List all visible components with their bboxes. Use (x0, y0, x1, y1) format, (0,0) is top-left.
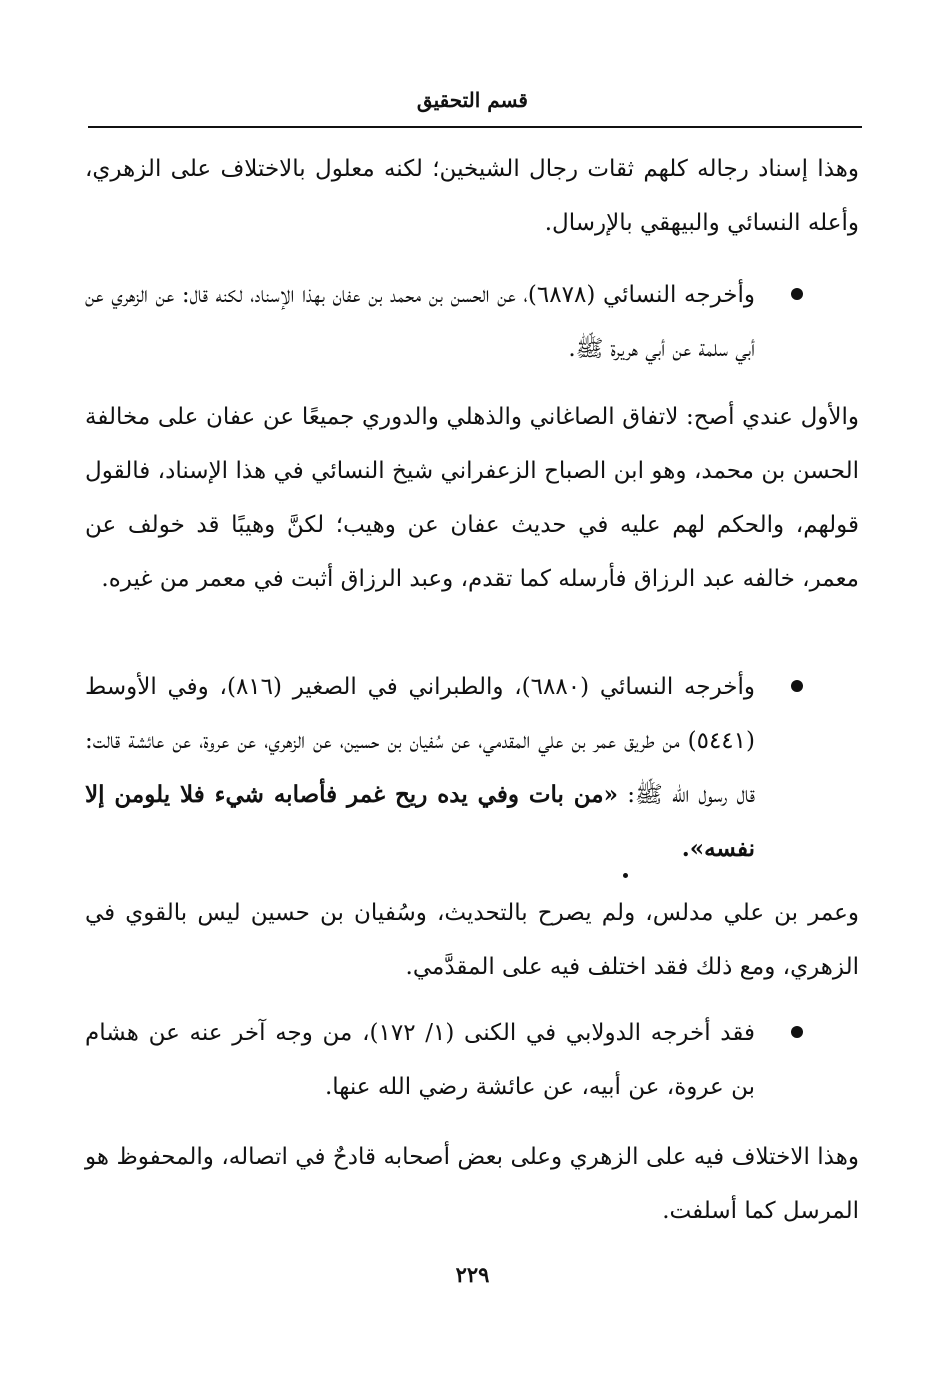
page-header (88, 86, 862, 128)
bullet-icon (791, 680, 803, 692)
bullet-item-3 (85, 1006, 859, 1114)
paragraph-4: وهذا الاختلاف فيه على الزهري وعلى بعض أصحابه قادحٌ في اتصاله، والمحفوظ هو المرسل كما أسلفت. (85, 1144, 859, 1224)
bullet-text: وأخرجه النسائي (٦٨٧٨)، عن الحسن بن محمد بن عفان بهذا الإسناد، لكنه قال: عن الزهري عن أبي سلمة عن أبي هريرة ﷺ. (85, 282, 755, 362)
paragraph-1: وهذا إسناد رجاله كلهم ثقات رجال الشيخين؛ لكنه معلول بالاختلاف على الزهري، وأعله النسائي والبيهقي بالإرسال. (85, 156, 859, 236)
bullet-text: فقد أخرجه الدولابي في الكنى (١/ ١٧٢)، من وجه آخر عنه عن هشام بن عروة، عن أبيه، عن عائشة رضي الله عنها. (85, 1020, 755, 1100)
hadith-quote: «من بات وفي يده ريح غمر فأصابه شيء فلا يلومن إلا نفسه». (85, 781, 755, 862)
bullet-icon (791, 288, 803, 300)
page-number: ٢٢٩ (455, 1262, 490, 1287)
paragraph-2: والأول عندي أصح: لاتفاق الصاغاني والذهلي والدوري جميعًا عن عفان على مخالفة الحسن بن محمد، وهو ابن الصباح الزعفراني شيخ النسائي في هذا الإسناد، فالقول قولهم، والحكم لهم عليه في حديث عفان عن وهيب؛ لكنَّ وهيبًا قد خولف عن معمر، خالفه عبد الرزاق فأرسله كما تقدم، وعبد الرزاق أثبت في معمر من غيره. (85, 404, 859, 592)
bullet-item-2 (85, 660, 859, 876)
bullet-text (85, 660, 755, 876)
stray-dot (623, 873, 628, 878)
bullet-icon (791, 1026, 803, 1038)
bullet-item-1 (85, 268, 859, 376)
hadith-source-text: وأخرجه النسائي (٦٨٨٠)، والطبراني في الصغير (٨١٦)، وفي الأوسط (٥٤٤١) من طريق عمر بن علي المقدمي، عن سُفيان بن حسين، عن الزهري، عن عروة، عن عائشة قالت: قال رسول الله ﷺ: (85, 674, 755, 808)
paragraph-3: وعمر بن علي مدلس، ولم يصرح بالتحديث، وسُفيان بن حسين ليس بالقوي في الزهري، ومع ذلك فقد اختلف فيه على المقدَّمي. (85, 900, 859, 980)
section-title: قسم التحقيق (416, 88, 528, 112)
